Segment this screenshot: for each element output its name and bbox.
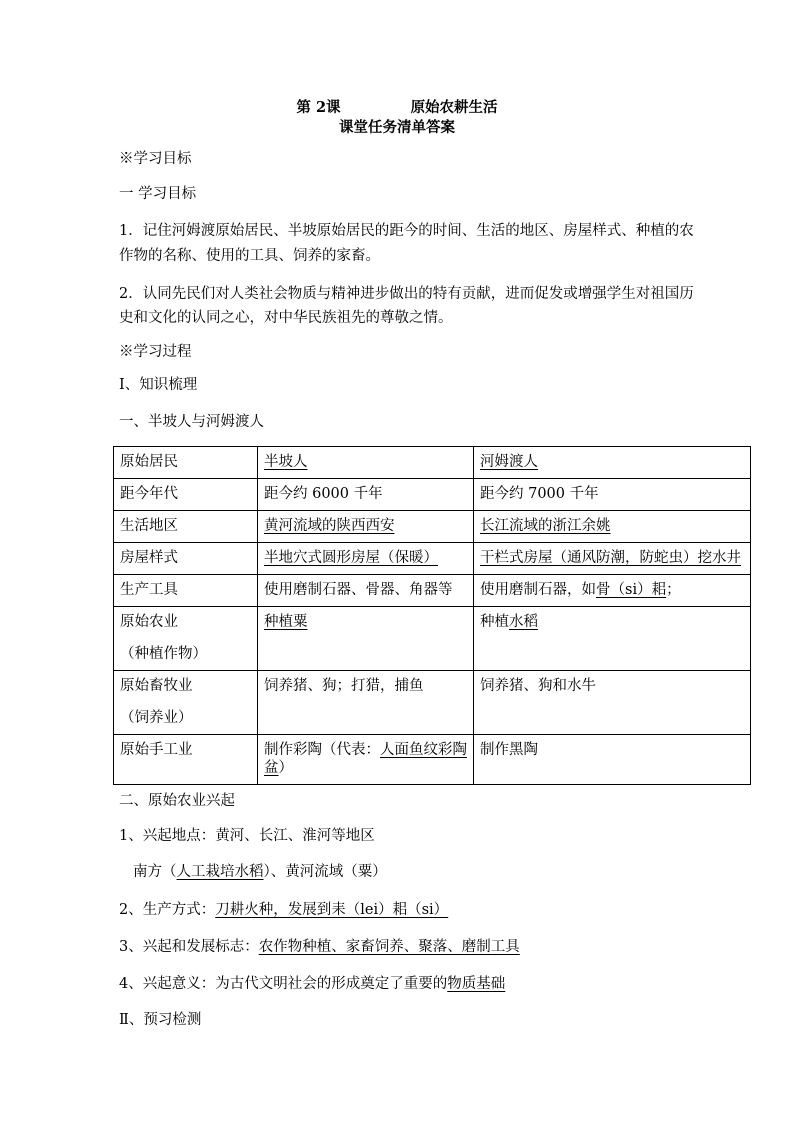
- comparison-heading: 一、半坡人与河姆渡人: [119, 414, 264, 430]
- row-label: 原始农业 （种植作物）: [114, 607, 258, 671]
- objectives-section-title: ※学习目标: [119, 151, 192, 167]
- banpo-cell: 制作彩陶（代表：人面鱼纹彩陶 盆）: [258, 735, 474, 785]
- hemudu-cell: 长江流域的浙江余姚: [474, 511, 751, 543]
- hemudu-cell: 饲养猪、狗和水牛: [474, 671, 751, 735]
- rise-location: 1、兴起地点：黄河、长江、淮河等地区: [119, 828, 375, 844]
- table-header-cell: 原始居民: [114, 447, 258, 479]
- preview-test-title: Ⅱ、预习检测: [119, 1012, 202, 1028]
- hemudu-cell: 种植水稻: [474, 607, 751, 671]
- objective-2-line-2: 史和文化的认同之心，对中华民族祖先的尊敬之情。: [119, 310, 453, 326]
- section2-heading: 二、原始农业兴起: [119, 793, 235, 809]
- comparison-table: [113, 446, 751, 785]
- production-method: 2、生产方式：刀耕火种，发展到耒（lei）耜（si）: [119, 902, 449, 918]
- lesson-title: 原始农耕生活: [410, 99, 498, 116]
- rise-location-detail: 南方（人工栽培水稻）、黄河流域（粟）: [133, 864, 387, 880]
- table-header-cell: 半坡人: [258, 447, 474, 479]
- row-label: 原始手工业: [114, 735, 258, 785]
- process-section-title: ※学习过程: [119, 344, 192, 360]
- development-signs: 3、兴起和发展标志：农作物种植、家畜饲养、聚落、磨制工具: [119, 939, 520, 955]
- hemudu-cell: 制作黑陶: [474, 735, 751, 785]
- objective-1-line-2: 作物的名称、使用的工具、饲养的家畜。: [119, 248, 380, 264]
- hemudu-cell: 使用磨制石器，如骨（si）耜；: [474, 575, 751, 607]
- banpo-cell: 距今约 6000 千年: [258, 479, 474, 511]
- objective-1-line-1: 1．记住河姆渡原始居民、半坡原始居民的距今的时间、生活的地区、房屋样式、种植的农: [119, 223, 694, 239]
- row-label: 房屋样式: [114, 543, 258, 575]
- row-label: 生产工具: [114, 575, 258, 607]
- table-row: [114, 671, 751, 735]
- banpo-cell: 黄河流域的陕西西安: [258, 511, 474, 543]
- banpo-cell: 半地穴式圆形房屋（保暖）: [258, 543, 474, 575]
- banpo-cell: 饲养猪、狗；打猎，捕鱼: [258, 671, 474, 735]
- row-label: 原始畜牧业 （饲养业）: [114, 671, 258, 735]
- table-row: [114, 575, 751, 607]
- row-label: 生活地区: [114, 511, 258, 543]
- table-row: [114, 607, 751, 671]
- table-row: [114, 511, 751, 543]
- table-row: [114, 735, 751, 785]
- hemudu-cell: 干栏式房屋（通风防潮，防蛇虫）挖水井: [474, 543, 751, 575]
- table-header-row: [114, 447, 751, 479]
- table-row: [114, 479, 751, 511]
- lesson-title-line: [0, 96, 794, 117]
- lesson-number: 第 2课: [296, 99, 341, 116]
- table-header-cell: 河姆渡人: [474, 447, 751, 479]
- row-label: 距今年代: [114, 479, 258, 511]
- subtitle: 课堂任务清单答案: [339, 119, 455, 136]
- objective-2-line-1: 2．认同先民们对人类社会物质与精神进步做出的特有贡献，进而促发或增强学生对祖国历: [119, 286, 694, 302]
- banpo-cell: 使用磨制石器、骨器、角器等: [258, 575, 474, 607]
- banpo-cell: 种植粟: [258, 607, 474, 671]
- objectives-subtitle: 一 学习目标: [119, 186, 197, 202]
- significance: 4、兴起意义：为古代文明社会的形成奠定了重要的物质基础: [119, 976, 506, 992]
- knowledge-part-title: Ⅰ、知识梳理: [119, 377, 198, 393]
- hemudu-cell: 距今约 7000 千年: [474, 479, 751, 511]
- table-row: [114, 543, 751, 575]
